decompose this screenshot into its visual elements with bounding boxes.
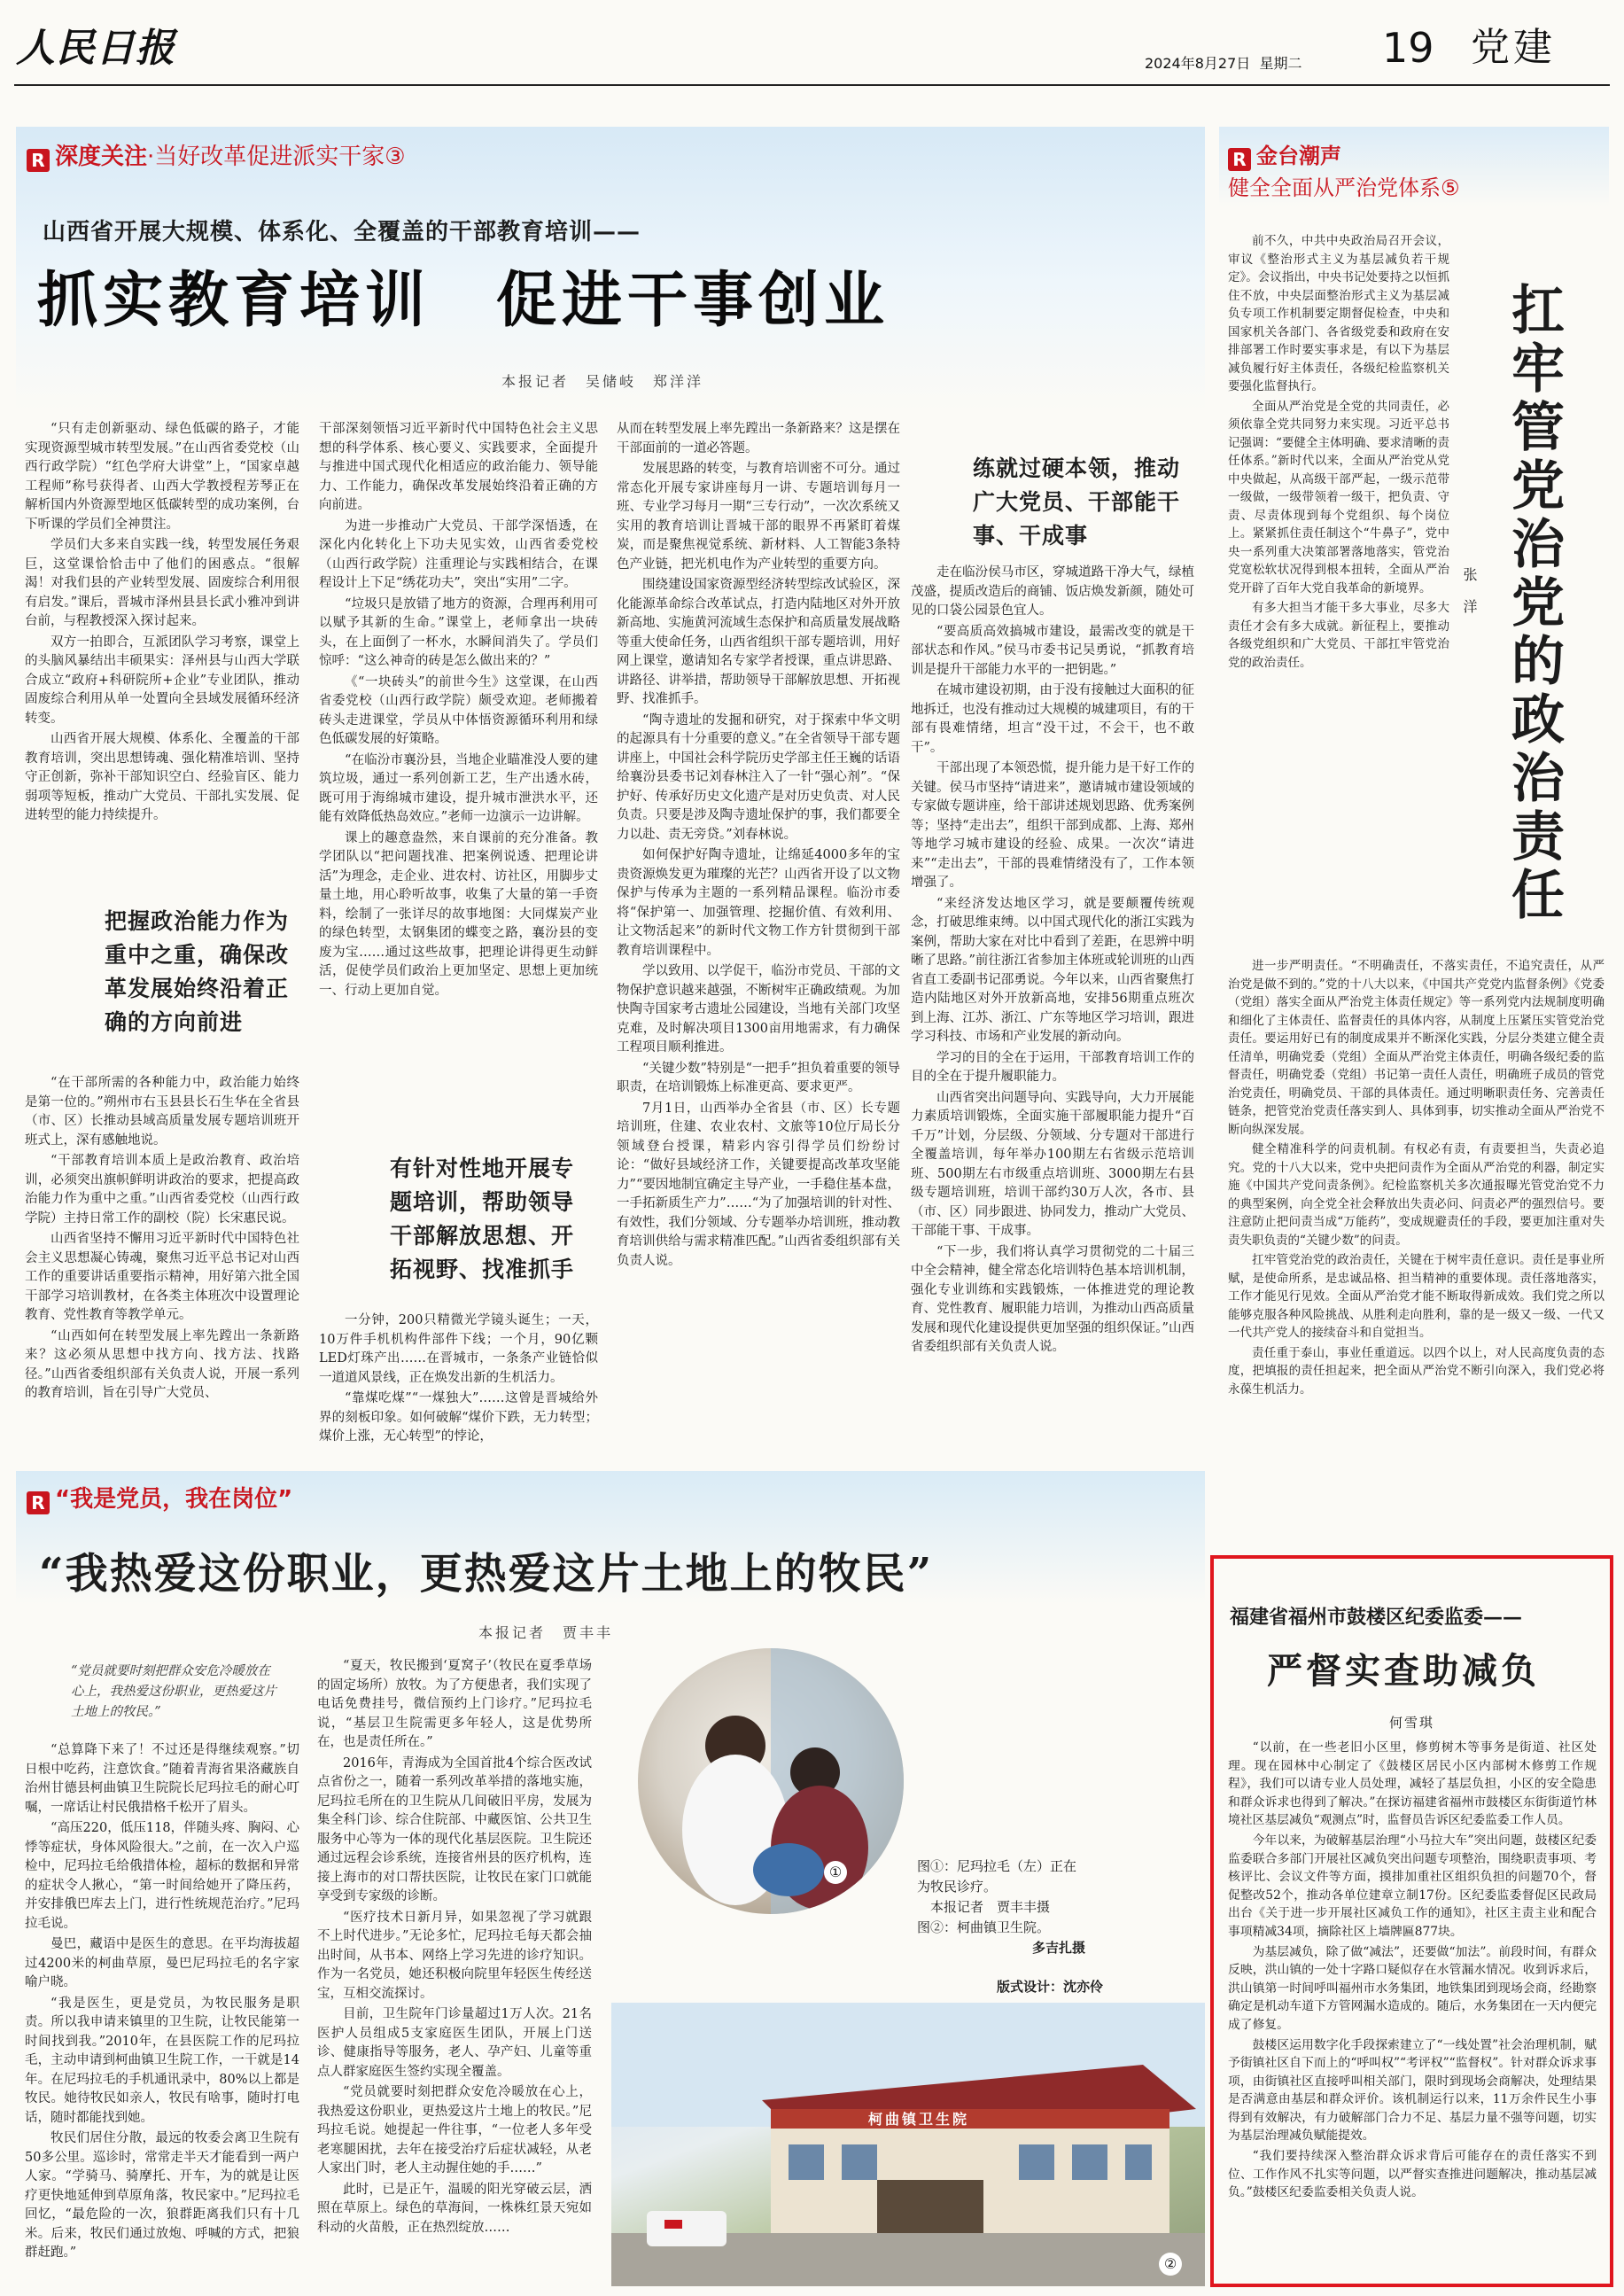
para: 目前，卫生院年门诊量超过1万人次。21名医护人员组成5支家庭医生团队，开展上门送诊、健康指导等服务，老人、孕产妇、儿童等重点人群家庭医生签约实现全覆盖。	[317, 2007, 592, 2079]
para: 2016年，青海成为全国首批4个综合医改试点省份之一，随着一系列改革举措的落地实施，尼玛拉毛所在的卫生院从几间破旧平房，发展为集全科门诊、综合住院部、中藏医馆、公共卫生服务中心等为一体的现代化基层医院。卫生院还通过远程会诊系统，连接省州县的医疗机构，连接上海市的对口帮扶医院，让牧民在家门口就能享受到专家级的诊断。	[317, 1755, 592, 1903]
para: “高压220，低压118，伴随头疼、胸闷、心悸等症状，身体风险很大。”之前，在一次入户巡检中，尼玛拉毛给俄措体检，超标的数据和异常的症状令人揪心，“第一时间给她开了降压药，并安排俄巴库去上门，进行性统规范治疗。”尼玛拉毛说。	[25, 1821, 299, 1931]
bottom-byline: 本报记者 贾丰丰	[478, 1624, 614, 1641]
jintai-col-body	[1228, 957, 1605, 1400]
para: “下一步，我们将认真学习贯彻党的二十届三中全会精神，健全常态化培训特色基本培训机制，强化专业训练和实践锻炼，一体推进党的理论教育、党性教育、履职能力培训，为推动山西高质量发展和现代化建设提供更加坚强的组织保证。”山西省委组织部有关负责人说。	[911, 1244, 1194, 1354]
issue-date	[1145, 55, 1302, 73]
fuzhou-overtitle: 福建省福州市鼓楼区纪委监委——	[1230, 1606, 1523, 1629]
para: “夏天，牧民搬到‘夏窝子’（牧民在夏季草场的固定场所）放牧。为了方便患者，我们实现了电话免费挂号，微信预约上门诊疗。”尼玛拉毛说，“基层卫生院需更多年轻人，这是优势所在，也是责任所在。”	[317, 1659, 592, 1749]
para: “干部教育培训本质上是政治教育、政治培训，必须突出旗帜鲜明讲政治的要求，把提高政治能力作为重中之重。”山西省委党校（山西行政学院）主持日常工作的副校（院）长宋惠民说。	[25, 1154, 299, 1226]
para: “在临汾市襄汾县，当地企业瞄准没人要的建筑垃圾，通过一系列创新工艺，生产出透水砖，既可用于海绵城市建设，提升城市泄洪水平，还能有效降低热岛效应。”老师一边演示一边讲解。	[319, 752, 598, 824]
para: 一分钟，200只精微光学镜头诞生；一天，10万件手机机构件部件下线；一个月，90亿颗LED灯珠产出……在晋城市，一条条产业链恰似一道道风景线，正在焕发出新的生机活力。	[319, 1313, 598, 1385]
top-kicker-label: 深度关注	[55, 144, 148, 170]
para: “关键少数”特别是“一把手”担负着重要的领导职责，在培训锻炼上标准更高、要求更严。	[617, 1061, 900, 1094]
para: “我们要持续深入整治群众诉求背后可能存在的责任落实不到位、工作作风不扎实等问题，以严督实查推进问题解决，推动基层减负。”鼓楼区纪委监委相关负责人说。	[1228, 2149, 1597, 2200]
caption-3: 图②：柯曲镇卫生院。	[917, 1919, 1051, 1935]
para: “靠煤吃煤”“一煤独大”……这曾是晋城给外界的刻板印象。如何破解“煤价下跌，无力转型；煤价上涨，无心转型”的悖论，	[319, 1391, 598, 1444]
para: “只有走创新驱动、绿色低碳的路子，才能实现资源型城市转型发展。”在山西省委党校（山西行政学院）“红色学府大讲堂”上，“国家卓越工程师”称号获得者、山西大学教授程芳琴正在解析国内外资源型地区低碳转型的成功案例，台下听课的学员们全神贯注。	[25, 422, 299, 532]
para: 责任重于泰山，事业任重道远。以四个以上，对人民高度负责的态度，把填报的责任担起来，把全面从严治党不断引向深入，我们党必将永葆生机活力。	[1228, 1345, 1605, 1397]
para: 扛牢管党治党的政治责任，关键在于树牢责任意识。责任是事业所赋，是使命所系，是忠诚品格、担当精神的重要体现。责任落地落实，工作才能见行见效。全面从严治党才能不断取得新成效。我们党之所以能够克服各种风险挑战、从胜利走向胜利，靠的是一级又一级、一代又一代共产党人的接续奋斗和自觉担当。	[1228, 1253, 1605, 1340]
r-logo-icon: R	[27, 149, 50, 172]
jintai-kicker	[1228, 142, 1341, 171]
para: 牧民们居住分散，最远的牧委会离卫生院有50多公里。巡诊时，常常走半天才能看到一两户人家。“学骑马、骑摩托、开车，为的就是让医疗更快地延伸到草原角落，牧民家中。”尼玛拉毛回忆，“最危险的一次，狼群距离我们只有十几米。后来，牧民们通过放炮、呼喊的方式，把狼群赶跑。”	[25, 2131, 299, 2260]
top-col-2b	[319, 1311, 598, 1449]
bottom-col-2	[317, 1657, 592, 2239]
jintai-kicker-label: 金台潮声	[1256, 144, 1341, 168]
para: 干部深刻领悟习近平新时代中国特色社会主义思想的科学体系、核心要义、实践要求，全面提升与推进中国式现代化相适应的政治能力、领导能力、工作能力，确保改革发展始终沿着正确的方向前进。	[319, 422, 598, 512]
para: 山西省坚持不懈用习近平新时代中国特色社会主义思想凝心铸魂，聚焦习近平总书记对山西工作的重要讲话重要指示精神，用好第六批全国干部学习培训教材，在各类主体班次中设置理论教育、党性教育等教学单元。	[25, 1232, 299, 1322]
top-col-1b	[25, 1074, 299, 1405]
jintai-col-intro	[1228, 232, 1449, 673]
para: “党员就要时刻把群众安危冷暖放在心上，我热爱这份职业，更热爱这片土地上的牧民。”尼玛拉毛说。她提起一件往事，“一位老人多年受老寒腿困扰，去年在接受治疗后症状减轻，从老人家出门时，老人主动握住她的手……”	[317, 2085, 592, 2175]
para: “我是医生，更是党员，为牧民服务是职责。所以我申请来镇里的卫生院，让牧民能第一时间找到我。”2010年，在县医院工作的尼玛拉毛，主动申请到柯曲镇卫生院工作，一干就是14年。在尼玛拉毛的手机通讯录中，80%以上都是牧民。她待牧民如亲人，牧民有啥事，随时打电话，随时都能找到她。	[25, 1996, 299, 2125]
subhead-special-training: 有针对性地开展专题培训，帮助领导干部解放思想、开拓视野、找准抓手	[390, 1156, 575, 1282]
bottom-headline: “我热爱这份职业，更热爱这片土地上的牧民”	[39, 1549, 934, 1599]
subhead-political-ability: 把握政治能力作为重中之重，确保改革发展始终沿着正确的方向前进	[105, 908, 290, 1035]
layout-designer: 版式设计：沈亦伶	[997, 1979, 1104, 1995]
fuzhou-author: 何雪琪	[1389, 1715, 1435, 1731]
para: 7月1日，山西举办全省县（市、区）长专题培训班，住建、农业农村、文旅等10位厅局长分领域登台授课，精彩内容引得学员们纷纷讨论：“做好县域经济工作，关键要提高改革攻坚能力”“要因地制宜确定主导产业，一手稳住基本盘，一手拓新质生产力”……“为了加强培训的针对性、有效性，我们分领域、分专题举办培训班，推动教育培训供给与需求精准匹配。”山西省委组织部有关负责人说。	[617, 1101, 900, 1268]
r-logo-icon: R	[27, 1491, 50, 1514]
date-text: 2024年8月27日	[1145, 55, 1251, 72]
masthead	[0, 0, 1624, 89]
para: “在干部所需的各种能力中，政治能力始终是第一位的。”朔州市右玉县县长石生华在全省县（市、区）长推动县域高质量发展专题培训班开班式上，深有感触地说。	[25, 1076, 299, 1148]
bottom-kicker-label: “我是党员，我在岗位”	[55, 1486, 293, 1513]
photo-badge-2: ②	[1159, 2253, 1182, 2276]
para: 全面从严治党是全党的共同责任，必须依靠全党共同努力来实现。习近平总书记强调：“要健全主体明确、要求清晰的责任体系。”新时代以来，全面从严治党从党中央做起，从高级干部严起，一级示范带一级做，一级带领着一级干，把负责、守责、尽责体现到每个党组织、每个岗位上。紧紧抓住责任制这个“牛鼻子”，党中央一系列重大决策部署落地落实，管党治党宽松软状况得到根本扭转，全面从严治党开辟了百年大党自我革命的新境界。	[1228, 399, 1449, 595]
para: “总算降下来了！不过还是得继续观察。”切日根中吃药，注意饮食。”随着青海省果洛藏族自治州甘德县柯曲镇卫生院院长尼玛拉毛的耐心叮嘱，一席话让村民俄措格千松开了眉头。	[25, 1743, 299, 1815]
para: 有多大担当才能干多大事业，尽多大责任才会有多大成就。新征程上，要推动各级党组织和广大党员、干部扛牢管党治党的政治责任。	[1228, 601, 1449, 670]
photo-captions	[917, 1856, 1085, 1958]
para: 曼巴，藏语中是医生的意思。在平均海拔超过4200米的柯曲草原，曼巴尼玛拉毛的名字家喻户晓。	[25, 1937, 299, 1989]
para: 双方一拍即合，互派团队学习考察，课堂上的头脑风暴结出丰硕果实：泽州县与山西大学联合成立“政府+科研院所+企业”专业团队，推动固废综合利用从单一处置向全县域发展循环经济转变。	[25, 634, 299, 726]
para: 《“一块砖头”的前世今生》这堂课，在山西省委党校（山西行政学院）颇受欢迎。老师搬着砖头走进课堂，学员从中体悟资源循环利用和绿色低碳发展的好策略。	[319, 674, 598, 746]
bottom-col-1	[25, 1741, 299, 2265]
lead-quote: “党员就要时刻把群众安危冷暖放在心上，我热爱这份职业，更热爱这片土地上的牧民。”	[71, 1664, 276, 1719]
caption-1: 图①：尼玛拉毛（左）正在为牧民诊疗。	[917, 1858, 1077, 1895]
para: 走在临汾侯马市区，穿城道路干净大气，绿植茂盛，提质改造后的商铺、饭店焕发新颜，随处可见的口袋公园景色宜人。	[911, 565, 1194, 618]
para: “垃圾只是放错了地方的资源，合理再利用可以赋予其新的生命。”课堂上，老师拿出一块砖头，在上面倒了一杯水，水瞬间消失了。学员们惊呼：“这么神奇的砖是怎么做出来的？”	[319, 596, 598, 668]
para: “陶寺遗址的发掘和研究，对于探索中华文明的起源具有十分重要的意义。”在全省领导干部专题讲座上，中国社会科学院历史学部主任王巍的话语给襄汾县委书记刘春林注入了一针“强心剂”。“保护好、传承好历史文化遗产是对历史负责、对人民负责。只要是涉及陶寺遗址保护的事，我们都要全力以赴、责无旁贷。”刘春林说。	[617, 712, 900, 842]
bottom-kicker	[27, 1484, 292, 1514]
para: 健全精准科学的问责机制。有权必有责，有责要担当，失责必追究。党的十八大以来，党中央把问责作为全面从严治党的利器，制定实施《中国共产党问责条例》。纪检监察机关多次通报曝光管党治党不力的典型案例，向全党全社会释放出失责必问、问责必严的强烈信号。要注意防止把问责当成“万能药”，变成规避责任的手段，要更加注重对失责失职负责的“关键少数”的问责。	[1228, 1142, 1605, 1248]
para: 学员们大多来自实践一线，转型发展任务艰巨，这堂课恰恰击中了他们的困惑点。“很解渴！对我们县的产业转型发展、固废综合利用很有启发。”课后，晋城市泽州县县长武小雅冲到讲台前，与程教授深入探讨起来。	[25, 538, 299, 628]
para: 发展思路的转变，与教育培训密不可分。通过常态化开展专家讲座每月一讲、专题培训每月一班、专业学习每月一期“三专行动”，一次次系统又实用的教育培训让晋城干部的眼界不再紧盯着煤炭，而是聚焦视觉系统、新材料、人工智能3条特色产业链，把光机电作为产业转型的重要方向。	[617, 462, 900, 572]
para: 今年以来，为破解基层治理“小马拉大车”突出问题，鼓楼区纪委监委联合多部门开展社区减负突出问题专项整治，围绕职责事项、考核评比、会议文件等方面，摸排加重社区组织负担的问题70个，督促整改52个，推动各单位建章立制17份。区纪委监委督促区民政局出台《关于进一步开展社区减负工作的通知》，社区主责主业和配合事项精减34项，摘除社区上墙牌匾877块。	[1228, 1833, 1597, 1939]
para: 为进一步推动广大党员、干部学深悟透，在深化内化转化上下功夫见实效，山西省委党校（山西行政学院）注重理论与实践相结合，在课程设计上下足“绣花功夫”，突出“实用”二字。	[319, 518, 598, 590]
para: 鼓楼区运用数字化手段探索建立了“一线处置”社会治理机制，赋予街镇社区自下而上的“呼叫权”“考评权”“监督权”。针对群众诉求事项，由街镇社区直接呼叫相关部门，限时到现场会商解决，处理结果是否满意由基层和群众评价。该机制运行以来，11万余件民生小事得到有效解决，有力破解部门合力不足、基层力量不强等问题，切实为基层治理减负赋能提效。	[1228, 2037, 1597, 2144]
para: 在城市建设初期，由于没有接触过大面积的征地拆迁，也没有推动过大规模的城建项目，有的干部有畏难情绪，坦言“没干过，不会干，也不敢干”。	[911, 683, 1194, 755]
jintai-headline: 扛牢管党治党的政治责任	[1503, 282, 1565, 925]
para: “以前，在一些老旧小区里，修剪树木等事务是街道、社区处理。现在园林中心制定了《鼓楼区居民小区内部树木修剪工作规程》，我们可以请专业人员处理，减轻了基层负担，小区的安全隐患和群众诉求也得到了解决。”在探访福建省福州市鼓楼区东街街道竹林境社区基层减负“观测点”时，监督员告诉区纪委监委工作人员。	[1228, 1740, 1597, 1828]
para: 山西省突出问题导向、实践导向，大力开展能力素质培训锻炼，全面实施干部履职能力提升“百千万”计划，分层级、分领域、分专题对干部进行全覆盖培训，每年举办100期左右省级示范培训班、500期左右市级重点培训班、3000期左右县级专题培训班，培训干部约30万人次，各市、县（市、区）同步跟进、协同发力，推动广大党员、干部能干事、干成事。	[911, 1090, 1194, 1238]
caption-4: 多吉扎摄	[1031, 1940, 1085, 1956]
top-col-4	[911, 564, 1194, 1359]
photo-hospital-building	[611, 2003, 1205, 2286]
top-series-label: ·当好改革促进派实干家③	[147, 144, 406, 170]
hospital-sign: 柯曲镇卫生院	[868, 2111, 970, 2128]
top-byline: 本报记者 吴储岐 郑洋洋	[501, 373, 704, 390]
r-logo-icon: R	[1228, 148, 1251, 171]
para: 进一步严明责任。“不明确责任，不落实责任，不追究责任，从严治党是做不到的。”党的十八大以来，《中国共产党党内监督条例》《党委（党组）落实全面从严治党主体责任规定》等一系列党内法规制度明确和细化了主体责任、监督责任的具体内容，从制度上压紧压实管党治党责任。要运用好已有的制度成果并不断深化实践，分层分类建立健全责任清单，明确党委（党组）全面从严治党主体责任，明确各级纪委的监督责任，明确党委（党组）书记第一责任人责任，明确班子成员的管党治党责任，明确党员、干部的具体责任。通过明晰职责任务、完善责任链条，把管党治党责任落实到人、具体到事，切实推动全面从严治党不断向纵深发展。	[1228, 959, 1605, 1137]
para: 围绕建设国家资源型经济转型综改试验区，深化能源革命综合改革试点，打造内陆地区对外开放新高地、实施黄河流域生态保护和高质量发展战略等重大使命任务，山西省组织干部专题培训，用好网上课堂，邀请知名专家学者授课，重点讲思路、讲路径、讲举措，帮助领导干部解放思想、开拓视野、找准抓手。	[617, 578, 900, 706]
page-number: 19	[1382, 24, 1434, 72]
top-kicker	[27, 142, 406, 172]
top-headline: 抓实教育培训 促进干事创业	[37, 266, 890, 336]
para: 如何保护好陶寺遗址，让绵延4000多年的宝贵资源焕发更为璀璨的光芒？山西省开设了以文物保护与传承为主题的一系列精品课程。临汾市委将“保护第一、加强管理、挖掘价值、有效利用、让文物活起来”的新时代文物工作方针贯彻到干部教育培训课程中。	[617, 848, 900, 958]
para: 前不久，中共中央政治局召开会议，审议《整治形式主义为基层减负若干规定》。会议指出，中央书记处要持之以恒抓住不放，中央层面整治形式主义为基层减负专项工作机制要定期督促检查，中央和国家机关各部门、各省级党委和政府在安排部署工作时要实事求是，有以下为基层减负履行好主体责任，各级纪检监察机关要强化监督执行。	[1228, 234, 1449, 393]
para: 课上的趣意盎然，来自课前的充分准备。教学团队以“把问题找准、把案例说透、把理论讲活”为理念，走企业、进农村、访社区，用脚步丈量土地，用心聆听故事，收集了大量的第一手资料，绘制了一张详尽的故事地图：大同煤炭产业的绿色转型，太钢集团的蝶变之路，襄汾县的变废为宝……通过这些故事，把理论讲得更生动鲜活，促使学员们政治上更加坚定、思想上更加统一、行动上更加自觉。	[319, 830, 598, 998]
hospital-illustration	[611, 2003, 1205, 2286]
masthead-rule	[14, 84, 1610, 86]
top-col-3	[617, 420, 900, 1273]
para: 学习的目的全在于运用，干部教育培训工作的目的全在于提升履职能力。	[911, 1050, 1194, 1084]
doctor-patient-illustration	[638, 1648, 904, 1914]
photo-badge-1: ①	[824, 1861, 847, 1884]
para: 此时，已是正午，温暖的阳光穿破云层，洒照在草原上。绿色的草海间，一株株红景天宛如科动的火苗般，正在热烈绽放……	[317, 2182, 592, 2235]
para: 为基层减负，除了做“减法”，还要做“加法”。前段时间，有群众反映，洪山镇的一处十字路口疑似存在水管漏水情况。收到诉求后，洪山镇第一时间呼叫福州市水务集团，地铁集团到现场会商，经勘察确定是机动车道下方管网漏水造成的。随后，水务集团在一天内便完成了修复。	[1228, 1944, 1597, 2032]
para: “来经济发达地区学习，就是要颠覆传统观念，打破思维束缚。以中国式现代化的浙江实践为案例，帮助大家在对比中看到了差距，在思辨中明晰了思路。”前往浙江省参加主体班或轮训班的山西省直工委副书记邵勇说。今年以来，山西省聚焦打造内陆地区对外开放新高地，安排56期重点班次到上海、江苏、浙江、广东等地区学习培训，跟进学习科技、市场和产业发展的新动向。	[911, 896, 1194, 1044]
fuzhou-body	[1228, 1739, 1597, 2204]
weekday-text: 星期二	[1259, 55, 1302, 72]
photo-clinic-consultation	[638, 1648, 904, 1914]
para: 干部出现了本领恐慌，提升能力是干好工作的关键。侯马市坚持“请进来”，邀请城市建设领域的专家做专题讲座，给干部讲述规划思路、优秀案例等；坚持“走出去”，组织干部到成都、上海、郑州等地学习城市建设的经验、成果。一次次“请进来”“走出去”，干部的畏难情绪没有了，工作本领增强了。	[911, 761, 1194, 890]
top-col-2	[319, 420, 598, 1002]
para: 从而在转型发展上率先蹚出一条新路来？这是摆在干部面前的一道必答题。	[617, 422, 900, 455]
para: “医疗技术日新月异，如果忽视了学习就跟不上时代进步。”无论多忙，尼玛拉毛每天都会抽出时间，从书本、网络上学习先进的诊疗知识。作为一名党员，她还积极向院里年轻医生传经送宝，互相交流探讨。	[317, 1910, 592, 2001]
fuzhou-headline: 严督实查助减负	[1267, 1650, 1540, 1692]
caption-2: 本报记者 贾丰丰摄	[930, 1899, 1051, 1915]
subhead-skills: 练就过硬本领，推动广大党员、干部能干事、干成事	[973, 455, 1181, 549]
para: 学以致用、以学促干，临汾市党员、干部的文物保护意识越来越强，不断树牢正确政绩观。为加快陶寺国家考古遗址公园建设，当地有关部门攻坚克难，及时解决项目1300亩用地需求，有力确保工程项目顺利推进。	[617, 964, 900, 1055]
para: 山西省开展大规模、体系化、全覆盖的干部教育培训，突出思想铸魂、强化精准培训、坚持守正创新，弥补干部知识空白、经验盲区、能力弱项等短板，推动广大党员、干部扎实发展、促进转型的能力持续提升。	[25, 732, 299, 822]
newspaper-logo: 人民日报	[16, 26, 175, 71]
para: “山西如何在转型发展上率先蹚出一条新路来？这必须从思想中找方向、找方法、找路径。”山西省委组织部有关负责人说，开展一系列的教育培训，旨在引导广大党员、	[25, 1328, 299, 1400]
section-name: 党建	[1471, 25, 1556, 70]
para: “要高质高效搞城市建设，最需改变的就是干部状态和作风。”侯马市委书记吴勇说，“抓教育培训是提升干部能力水平的一把钥匙。”	[911, 624, 1194, 677]
jintai-author: 张 洋	[1461, 567, 1478, 615]
jintai-series: 健全全面从严治党体系⑤	[1228, 175, 1460, 200]
top-col-1	[25, 420, 299, 828]
top-overtitle: 山西省开展大规模、体系化、全覆盖的干部教育培训——	[43, 219, 641, 245]
